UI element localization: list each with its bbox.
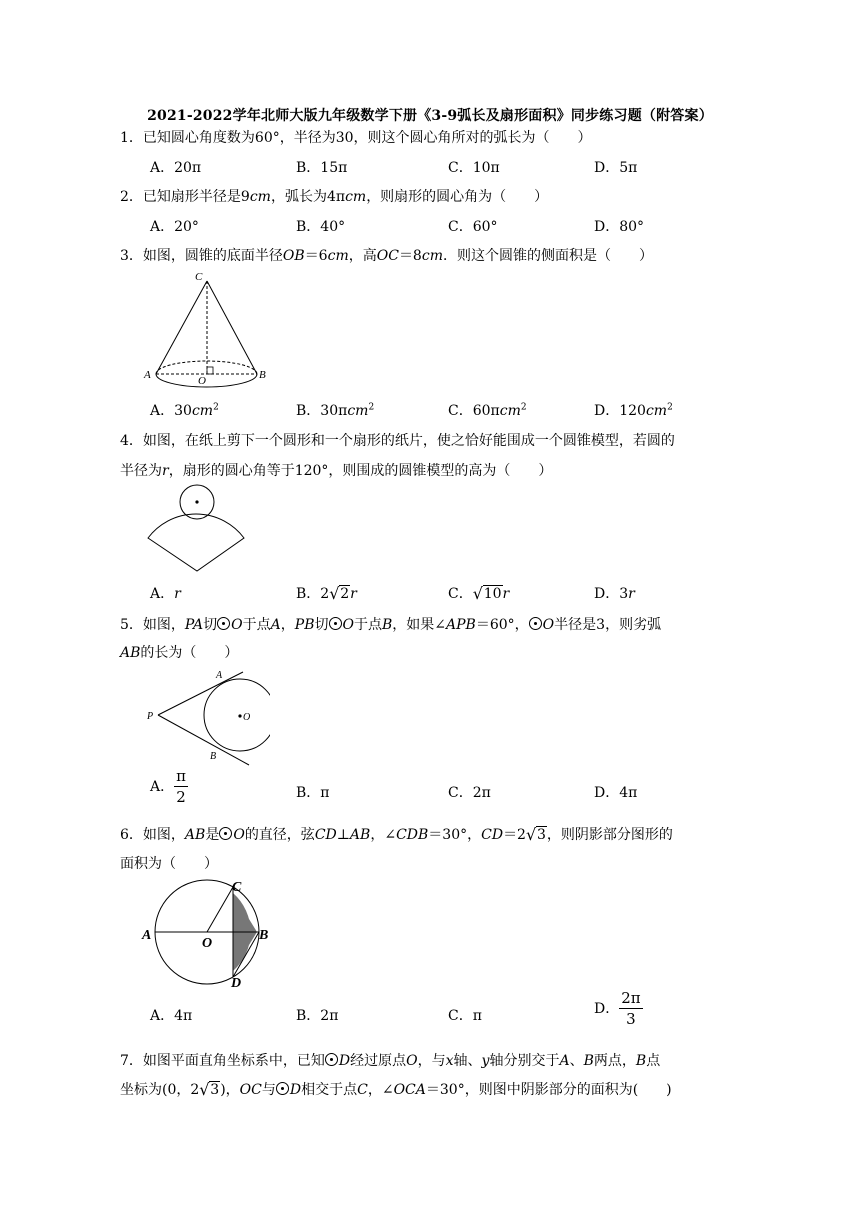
option-a: A． $\frac{\pi}{2}$ xyxy=(150,767,186,806)
option-d: D．4π xyxy=(594,785,638,801)
question-4-line-2: 半径为r，扇形的圆心角等于120°，则围成的圆锥模型的高为（ ） xyxy=(120,463,553,479)
q3-text-4: ＝8 xyxy=(398,248,422,264)
question-7-line-1: 7．如图平面直角坐标系中，已知 D经过原点O，与x轴、y轴分别交于A、B两点，B点 xyxy=(120,1053,661,1069)
page-title: 2021-2022学年北师大版九年级数学下册《3-9弧长及扇形面积》同步练习题（附答案） xyxy=(147,108,713,124)
option-c: C． √ 10r xyxy=(448,584,510,603)
question-6-line-1: 6．如图，AB是 O的直径，弦CD⊥AB，∠CDB＝30°，CD＝2 √ 3，则阴影部分图形的 xyxy=(120,825,673,844)
label-d: D xyxy=(231,976,242,991)
question-3 xyxy=(120,245,653,265)
q3-unit-1: cm xyxy=(327,248,349,264)
q3-text-1: 3．如图，圆锥的底面半径 xyxy=(120,248,283,264)
option-c: C．2π xyxy=(448,785,491,801)
question-6-options xyxy=(150,989,750,1029)
q3-text-3: ，高 xyxy=(348,248,377,264)
circle-dot-icon xyxy=(276,1082,289,1095)
q2-unit-1: cm xyxy=(249,189,271,205)
circle-dot-icon xyxy=(529,617,542,630)
option-c: C．π xyxy=(448,1008,482,1024)
label-o: O xyxy=(198,375,206,387)
option-d: D． $\frac{2\pi}{3}$ xyxy=(594,989,641,1028)
option-a: A．20π xyxy=(150,160,202,176)
circle-dot-icon xyxy=(219,827,232,840)
label-b: B xyxy=(210,751,217,762)
question-5-options xyxy=(150,767,750,806)
q3-var-oc: OC xyxy=(376,248,399,264)
label-o: O xyxy=(243,712,251,723)
q2-text-1: 2．已知扇形半径是9 xyxy=(120,189,250,205)
circle-and-sector-figure xyxy=(140,482,250,576)
q2-text-3: ，则扇形的圆心角为（ ） xyxy=(366,189,549,205)
option-d: D．$120cm^2$ xyxy=(594,402,673,419)
shaded-circle-figure xyxy=(140,875,280,991)
option-d: D．3r xyxy=(594,586,635,602)
question-6-line-2: 面积为（ ） xyxy=(120,856,218,872)
option-d: D．5π xyxy=(594,160,638,176)
tangent-circle-figure xyxy=(140,665,270,769)
option-a: A．4π xyxy=(150,1008,193,1024)
option-b: B．30πcm$^2$ xyxy=(296,402,375,419)
label-b: B xyxy=(259,928,269,943)
option-c: C．60° xyxy=(448,219,498,235)
q3-unit-2: cm xyxy=(421,248,443,264)
question-1: 1．已知圆心角度数为60°，半径为30，则这个圆心角所对的弧长为（ ） xyxy=(120,130,592,146)
option-c: C．60πcm$^2$ xyxy=(448,402,527,419)
option-b: B．2 √ 2r xyxy=(296,584,357,603)
circle-dot-icon xyxy=(325,1053,338,1066)
label-a: A xyxy=(142,928,152,943)
option-b: B．15π xyxy=(296,160,348,176)
question-5-line-1: 5．如图，PA切 O于点A，PB切 O于点B，如果∠APB＝60°， O半径是3，则劣弧 xyxy=(120,617,662,633)
question-2 xyxy=(120,186,548,206)
option-d: D．80° xyxy=(594,219,645,235)
question-4-line-1: 4．如图，在纸上剪下一个圆形和一个扇形的纸片，使之恰好能围成一个圆锥模型，若圆的 xyxy=(120,433,675,449)
label-o: O xyxy=(202,936,213,951)
question-3-options xyxy=(150,400,750,424)
option-a: A．r xyxy=(150,586,181,602)
question-1-options xyxy=(150,157,750,181)
label-b: B xyxy=(259,369,266,381)
label-a: A xyxy=(216,670,223,681)
q3-text-2: ＝6 xyxy=(304,248,328,264)
question-4-options xyxy=(150,583,750,607)
option-b: B．π xyxy=(296,785,330,801)
q2-text-2: ，弧长为4π xyxy=(270,189,346,205)
label-p: P xyxy=(147,711,154,722)
option-a: A．20° xyxy=(150,219,199,235)
circle-dot-icon xyxy=(329,617,342,630)
option-b: B．2π xyxy=(296,1008,339,1024)
option-a: A．$30cm^2$ xyxy=(150,402,219,419)
circle-dot-icon xyxy=(217,617,230,630)
q3-var-ob: OB xyxy=(282,248,305,264)
q3-text-5: ．则这个圆锥的侧面积是（ ） xyxy=(442,248,653,264)
label-c: C xyxy=(195,271,203,283)
option-b: B．40° xyxy=(296,219,346,235)
question-7-line-2: 坐标为(0，2 √ 3)，OC与 D相交于点C，∠OCA＝30°，则图中阴影部分的面积为( ) xyxy=(120,1080,672,1099)
label-a: A xyxy=(144,369,151,381)
question-2-options xyxy=(150,216,750,240)
question-5-line-2: AB的长为（ ） xyxy=(120,645,239,661)
q2-unit-2: cm xyxy=(345,189,367,205)
option-c: C．10π xyxy=(448,160,500,176)
label-c: C xyxy=(232,880,242,895)
cone-figure xyxy=(140,268,270,390)
